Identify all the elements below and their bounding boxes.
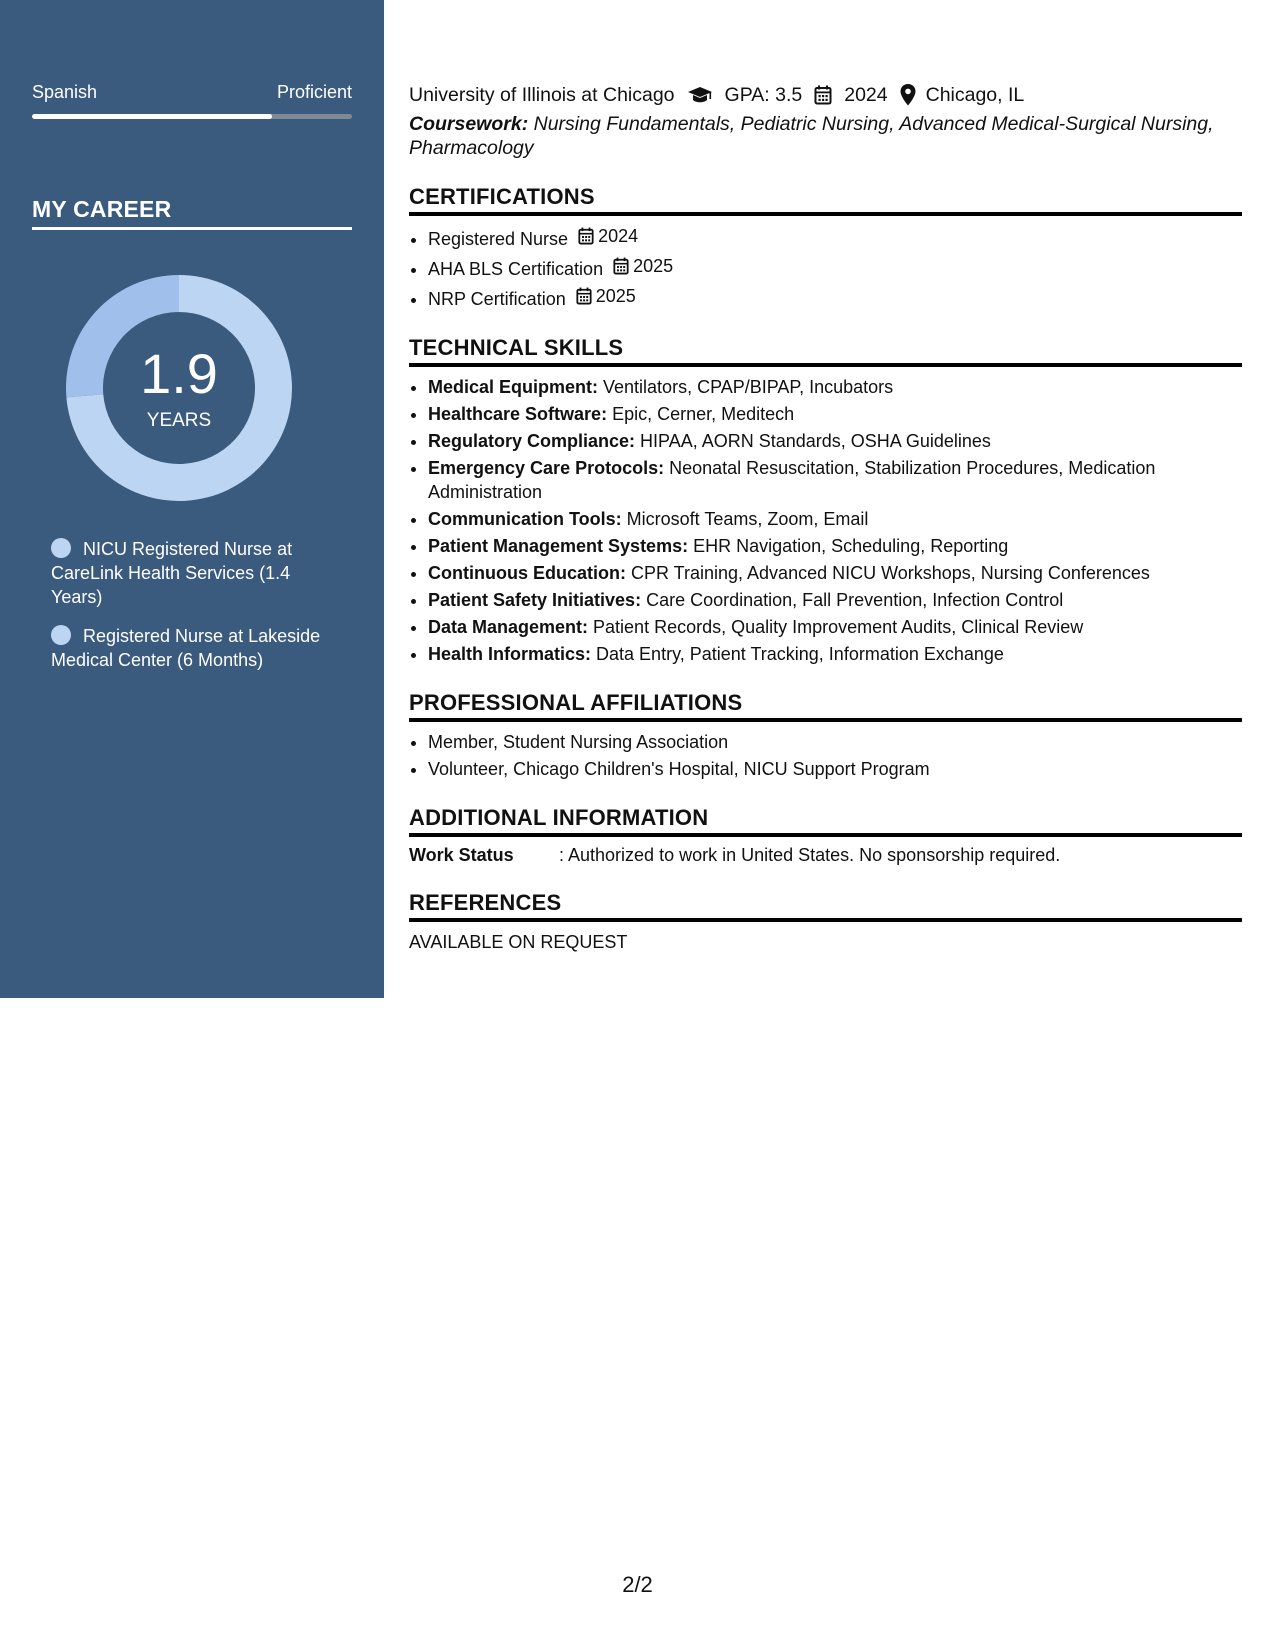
certification-name: AHA BLS Certification	[428, 259, 604, 279]
certification-year: 2025	[595, 286, 636, 306]
work-status-label: Work Status	[409, 845, 514, 865]
skill-item	[428, 507, 1242, 531]
career-list	[51, 537, 321, 687]
skill-value: Neonatal Resuscitation, Stabilization Procedures, Medication Administration	[428, 458, 1156, 502]
skill-name: Continuous Education:	[428, 563, 626, 583]
skill-item	[428, 561, 1242, 585]
skill-value: Microsoft Teams, Zoom, Email	[621, 509, 869, 529]
skill-item	[428, 375, 1242, 399]
certification-name: NRP Certification	[428, 289, 566, 309]
section-title-technical-skills: TECHNICAL SKILLS	[409, 335, 1242, 367]
certification-year: 2024	[598, 226, 639, 246]
main-content	[409, 80, 1242, 953]
career-total-value: 1.9	[140, 342, 218, 405]
language-name: Spanish	[32, 82, 98, 102]
education-year: 2024	[844, 83, 888, 106]
certification-name: Registered Nurse	[428, 229, 569, 249]
skill-name: Communication Tools:	[428, 509, 622, 529]
skill-name: Healthcare Software:	[428, 404, 608, 424]
language-proficiency-bar	[32, 114, 352, 119]
language-level: Proficient	[276, 82, 352, 102]
certification-year: 2025	[633, 256, 674, 276]
calendar-icon	[576, 287, 592, 305]
career-item	[51, 537, 321, 609]
sidebar	[0, 0, 384, 998]
affiliations-list	[409, 730, 1242, 781]
certification-list	[409, 224, 1242, 311]
bullet-dot-icon	[51, 625, 71, 645]
affiliation-item: • Member, Student Nursing Association	[428, 730, 1242, 754]
skill-name: Regulatory Compliance:	[428, 431, 636, 451]
career-item-text: NICU Registered Nurse at CareLink Health Services (1.4 Years)	[51, 539, 293, 607]
section-title-certifications: CERTIFICATIONS	[409, 184, 1242, 216]
references-text: AVAILABLE ON REQUEST	[409, 932, 628, 952]
education-line	[409, 80, 1242, 110]
skill-name: Data Management:	[428, 617, 589, 637]
calendar-icon	[578, 227, 594, 245]
career-section-title: MY CAREER	[32, 196, 352, 230]
coursework-label: Coursework:	[409, 113, 529, 135]
certification-item	[428, 284, 1242, 311]
section-title-references: REFERENCES	[409, 890, 1242, 922]
certification-item	[428, 224, 1242, 251]
skill-value: Data Entry, Patient Tracking, Information Exchange	[591, 644, 1004, 664]
bullet-dot-icon	[51, 538, 71, 558]
education-gpa: GPA: 3.5	[724, 83, 803, 106]
skill-item	[428, 402, 1242, 426]
skill-item	[428, 456, 1242, 504]
skill-value: Epic, Cerner, Meditech	[607, 404, 795, 424]
section-title-additional-information: ADDITIONAL INFORMATION	[409, 805, 1242, 837]
skill-value: CPR Training, Advanced NICU Workshops, Nursing Conferences	[625, 563, 1150, 583]
certification-date	[578, 224, 638, 248]
skill-value: EHR Navigation, Scheduling, Reporting	[688, 536, 1009, 556]
graduation-cap-icon	[687, 86, 713, 104]
skill-item	[428, 429, 1242, 453]
skill-value: Care Coordination, Fall Prevention, Infection Control	[641, 590, 1064, 610]
certification-item	[428, 254, 1242, 281]
work-status-value: : Authorized to work in United States. No sponsorship required.	[559, 845, 1061, 865]
career-item	[51, 624, 321, 672]
calendar-icon	[613, 257, 629, 275]
education-location: Chicago, IL	[925, 83, 1025, 106]
calendar-icon	[814, 85, 832, 105]
education-school: University of Illinois at Chicago	[409, 83, 675, 106]
skill-value: HIPAA, AORN Standards, OSHA Guidelines	[635, 431, 991, 451]
skill-name: Patient Safety Initiatives:	[428, 590, 642, 610]
language-proficiency-fill	[32, 114, 272, 119]
skill-value: Ventilators, CPAP/BIPAP, Incubators	[598, 377, 894, 397]
skill-name: Patient Management Systems:	[428, 536, 689, 556]
certification-date	[613, 254, 673, 278]
skill-item	[428, 588, 1242, 612]
skill-name: Emergency Care Protocols:	[428, 458, 665, 478]
career-total-unit: YEARS	[146, 410, 212, 431]
work-status-row	[409, 845, 1242, 866]
skill-value: Patient Records, Quality Improvement Audits, Clinical Review	[588, 617, 1084, 637]
affiliation-item: • Volunteer, Chicago Children's Hospital, NICU Support Program	[428, 757, 1242, 781]
location-pin-icon	[900, 84, 916, 106]
section-title-affiliations: PROFESSIONAL AFFILIATIONS	[409, 690, 1242, 722]
page-number: 2/2	[622, 1572, 653, 1597]
skill-item	[428, 534, 1242, 558]
skill-name: Health Informatics:	[428, 644, 592, 664]
career-item-text: Registered Nurse at Lakeside Medical Center (6 Months)	[51, 626, 321, 670]
skills-list	[409, 375, 1242, 666]
certification-date	[576, 284, 636, 308]
coursework	[409, 112, 1242, 160]
skill-item	[428, 642, 1242, 666]
skill-name: Medical Equipment:	[428, 377, 599, 397]
language-row	[32, 82, 352, 103]
coursework-text: Nursing Fundamentals, Pediatric Nursing, Advanced Medical-Surgical Nursing, Pharmacology	[409, 113, 1214, 159]
skill-item	[428, 615, 1242, 639]
